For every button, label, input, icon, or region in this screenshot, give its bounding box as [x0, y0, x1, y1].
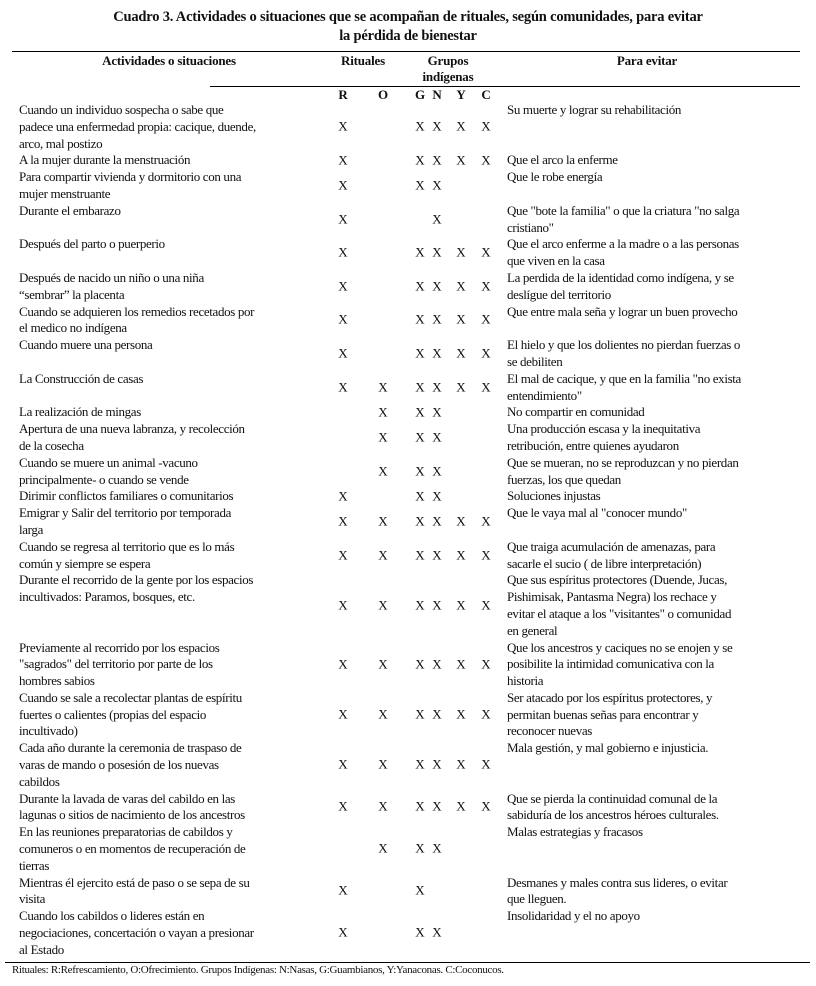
mark-C: X: [481, 244, 491, 260]
mark-N: X: [432, 211, 442, 227]
mark-N: X: [432, 757, 442, 773]
table-row: [0, 824, 816, 874]
mark-R: X: [338, 488, 348, 504]
mark-G: X: [415, 757, 425, 773]
mark-N: X: [432, 799, 442, 815]
mark-O: X: [378, 841, 388, 857]
table-row: [0, 371, 816, 405]
mark-C: X: [481, 345, 491, 361]
table-row: [0, 908, 816, 958]
mark-N: X: [432, 152, 442, 168]
mark-N: X: [432, 244, 442, 260]
avoid-cell: Su muerte y lograr su rehabilitación: [507, 102, 682, 117]
mark-N: X: [432, 177, 442, 193]
mark-C: X: [481, 547, 491, 563]
avoid-cell: Que se pierda la continuidad comunal de la sabiduría de los ancestros héroes culturales.: [507, 790, 719, 823]
table-row: [0, 236, 816, 270]
avoid-cell: Desmanes y males contra sus lideres, o evitar que lleguen.: [507, 874, 728, 907]
mark-N: X: [432, 925, 442, 941]
mark-G: X: [415, 597, 425, 613]
activity-cell: Mientras él ejercito está de paso o se sepa de su visita: [19, 874, 250, 907]
avoid-cell: Que el arco la enferme: [507, 152, 618, 168]
avoid-cell: Soluciones injustas: [507, 488, 601, 504]
avoid-cell: Que traiga acumulación de amenazas, para sacarle el sucio ( de libre interpretación): [507, 538, 716, 571]
mark-Y: X: [456, 118, 466, 134]
mark-C: X: [481, 311, 491, 327]
mark-O: X: [378, 404, 388, 420]
table-row: [0, 152, 816, 169]
mark-C: X: [481, 656, 491, 672]
mark-G: X: [415, 244, 425, 260]
avoid-cell: No compartir en comunidad: [507, 404, 645, 420]
mark-R: X: [338, 883, 348, 899]
mark-R: X: [338, 211, 348, 227]
avoid-cell: Una producción escasa y la inequitativa retribución, entre quienes ayudaron: [507, 421, 701, 453]
activity-cell: Cuando se adquieren los remedios recetados por el medico no indígena: [19, 303, 255, 336]
activity-cell: Después del parto o puerperio: [19, 236, 165, 252]
mark-G: X: [415, 799, 425, 815]
table-row: [0, 690, 816, 740]
mark-O: X: [378, 597, 388, 613]
mark-Y: X: [456, 278, 466, 294]
mark-N: X: [432, 547, 442, 563]
table-row: [0, 572, 816, 639]
table-footnote: Rituales: R:Refrescamiento, O:Ofrecimiento. Grupos Indígenas: N:Nasas, G:Guambianos, Y:Yanaconas. C:Coconucos.: [12, 964, 504, 976]
activity-cell: La realización de mingas: [19, 404, 141, 420]
mark-N: X: [432, 404, 442, 420]
mark-R: X: [338, 656, 348, 672]
mark-G: X: [415, 345, 425, 361]
mark-N: X: [432, 841, 442, 857]
mark-O: X: [378, 463, 388, 479]
avoid-cell: El mal de cacique, y que en la familia "no exista entendimiento": [507, 370, 741, 403]
mark-N: X: [432, 118, 442, 134]
mark-R: X: [338, 799, 348, 815]
mark-Y: X: [456, 379, 466, 395]
mark-Y: X: [456, 244, 466, 260]
mark-O: X: [378, 706, 388, 722]
avoid-cell: Ser atacado por los espíritus protectores, y permitan buenas señas para encontrar y reconocer nuevas: [507, 689, 713, 739]
table-row: [0, 404, 816, 421]
header-Y: Y: [456, 87, 466, 102]
mark-O: X: [378, 656, 388, 672]
activity-cell: En las reuniones preparatorias de cabildos y comuneros o en momentos de recuperación de tierras: [19, 824, 246, 873]
mark-Y: X: [456, 152, 466, 168]
activity-cell: Cuando se regresa al territorio que es lo más común y siempre se espera: [19, 538, 235, 571]
avoid-cell: Que le vaya mal al "conocer mundo": [507, 505, 687, 521]
mark-Y: X: [456, 757, 466, 773]
mark-R: X: [338, 597, 348, 613]
mark-R: X: [338, 547, 348, 563]
mark-G: X: [415, 883, 425, 899]
mark-R: X: [338, 118, 348, 134]
bottom-rule: [5, 962, 810, 963]
mark-G: X: [415, 513, 425, 529]
mark-Y: X: [456, 597, 466, 613]
mark-G: X: [415, 152, 425, 168]
mark-G: X: [415, 841, 425, 857]
activity-cell: Cada año durante la ceremonia de traspaso de varas de mando o posesión de los nuevas cabildos: [19, 740, 242, 789]
mark-G: X: [415, 118, 425, 134]
activity-cell: Previamente al recorrido por los espacios "sagrados" del territorio por parte de los hombres sabios: [19, 639, 220, 689]
mark-G: X: [415, 547, 425, 563]
avoid-cell: Malas estrategias y fracasos: [507, 824, 643, 840]
mark-Y: X: [456, 706, 466, 722]
mark-C: X: [481, 118, 491, 134]
mark-R: X: [338, 244, 348, 260]
mark-C: X: [481, 799, 491, 815]
mark-R: X: [338, 311, 348, 327]
activity-cell: La Construcción de casas: [19, 370, 144, 386]
avoid-cell: La perdida de la identidad como indígena, y se deslígue del territorio: [507, 269, 734, 302]
header-G: G: [415, 87, 425, 102]
mark-G: X: [415, 429, 425, 445]
table-row: [0, 875, 816, 909]
table-row: [0, 488, 816, 505]
mark-Y: X: [456, 547, 466, 563]
mark-R: X: [338, 513, 348, 529]
mark-C: X: [481, 513, 491, 529]
mark-G: X: [415, 311, 425, 327]
mark-Y: X: [456, 345, 466, 361]
mark-G: X: [415, 488, 425, 504]
header-avoid: Para evitar: [616, 53, 678, 68]
header-groups: Grupos indígenas: [422, 53, 474, 84]
mark-C: X: [481, 757, 491, 773]
mark-R: X: [338, 152, 348, 168]
activity-cell: Cuando un individuo sospecha o sabe que padece una enfermedad propia: cacique, duende, arco, mal postizo: [19, 102, 256, 151]
activity-cell: Cuando se sale a recolectar plantas de espíritu fuertes o calientes (propias del espacio incultivado): [19, 689, 242, 739]
mark-R: X: [338, 345, 348, 361]
avoid-cell: Que entre mala seña y lograr un buen provecho: [507, 303, 738, 319]
mark-N: X: [432, 597, 442, 613]
mark-G: X: [415, 278, 425, 294]
mark-N: X: [432, 706, 442, 722]
mark-N: X: [432, 278, 442, 294]
activity-cell: A la mujer durante la menstruación: [19, 152, 191, 168]
mark-O: X: [378, 757, 388, 773]
activity-cell: Durante la lavada de varas del cabildo en las lagunas o sitios de nacimiento de los ancestros: [19, 790, 245, 823]
table-row: [0, 640, 816, 690]
table-body: [0, 102, 816, 959]
mark-Y: X: [456, 311, 466, 327]
table-row: [0, 203, 816, 237]
activity-cell: Emigrar y Salir del territorio por temporada larga: [19, 505, 232, 537]
header-subrule: [210, 86, 800, 87]
mark-N: X: [432, 311, 442, 327]
table-row: [0, 791, 816, 825]
avoid-cell: Que sus espíritus protectores (Duende, Jucas, Pishimisak, Pantasma Negra) los rechace y evitar el ataque a los "visitantes" o comunidad en general: [507, 572, 732, 638]
header-O: O: [378, 87, 388, 102]
activity-cell: Cuando se muere un animal -vacuno principalmente- o cuando se vende: [19, 454, 198, 487]
mark-G: X: [415, 404, 425, 420]
header-N: N: [432, 87, 442, 102]
table-row: [0, 539, 816, 573]
mark-N: X: [432, 463, 442, 479]
header-rituals: Rituales: [341, 53, 385, 68]
avoid-cell: Que se mueran, no se reproduzcan y no pierdan fuerzas, los que quedan: [507, 454, 739, 487]
activity-cell: Después de nacido un niño o una niña “sembrar” la placenta: [19, 269, 204, 302]
mark-G: X: [415, 379, 425, 395]
mark-C: X: [481, 152, 491, 168]
mark-R: X: [338, 177, 348, 193]
mark-N: X: [432, 513, 442, 529]
mark-O: X: [378, 513, 388, 529]
mark-N: X: [432, 488, 442, 504]
table-row: [0, 102, 816, 152]
header-R: R: [338, 87, 348, 102]
mark-O: X: [378, 799, 388, 815]
mark-G: X: [415, 706, 425, 722]
header-activities: Actividades o situaciones: [102, 53, 236, 68]
mark-C: X: [481, 278, 491, 294]
mark-Y: X: [456, 513, 466, 529]
activity-cell: Durante el embarazo: [19, 202, 121, 218]
activity-cell: Cuando muere una persona: [19, 337, 153, 353]
mark-R: X: [338, 925, 348, 941]
mark-N: X: [432, 345, 442, 361]
activity-cell: Cuando los cabildos o lideres están en negociaciones, concertación o vayan a presionar al Estado: [19, 908, 254, 957]
avoid-cell: Que el arco enferme a la madre o a las personas que viven en la casa: [507, 236, 739, 269]
table-row: [0, 169, 816, 203]
mark-O: X: [378, 547, 388, 563]
mark-R: X: [338, 379, 348, 395]
mark-G: X: [415, 925, 425, 941]
mark-R: X: [338, 278, 348, 294]
table-row: [0, 421, 816, 455]
avoid-cell: Mala gestión, y mal gobierno e injusticia.: [507, 740, 709, 756]
mark-N: X: [432, 656, 442, 672]
avoid-cell: Que "bote la familia" o que la criatura "no salga cristiano": [507, 202, 740, 235]
mark-G: X: [415, 463, 425, 479]
table-row: [0, 337, 816, 371]
table-row: [0, 505, 816, 539]
activity-cell: Dirimir conflictos familiares o comunitarios: [19, 488, 234, 504]
mark-G: X: [415, 656, 425, 672]
mark-C: X: [481, 379, 491, 395]
table-row: [0, 304, 816, 338]
table-row: [0, 740, 816, 790]
activity-cell: Para compartir vivienda y dormitorio con una mujer menstruante: [19, 169, 242, 201]
top-rule: [12, 51, 800, 52]
activity-cell: Durante el recorrido de la gente por los espacios incultivados: Paramos, bosques, etc.: [19, 572, 254, 605]
mark-R: X: [338, 757, 348, 773]
mark-N: X: [432, 429, 442, 445]
avoid-cell: El hielo y que los dolientes no pierdan fuerzas o se debiliten: [507, 337, 741, 369]
table-title: Cuadro 3. Actividades o situaciones que se acompañan de rituales, según comunidades, para evitar la pérdida de bienestar: [113, 9, 703, 44]
mark-Y: X: [456, 799, 466, 815]
avoid-cell: Que le robe energía: [507, 169, 603, 185]
mark-C: X: [481, 597, 491, 613]
mark-G: X: [415, 177, 425, 193]
mark-C: X: [481, 706, 491, 722]
activity-cell: Apertura de una nueva labranza, y recolección de la cosecha: [19, 421, 245, 453]
mark-O: X: [378, 379, 388, 395]
mark-O: X: [378, 429, 388, 445]
mark-N: X: [432, 379, 442, 395]
table-row: [0, 455, 816, 489]
table-row: [0, 270, 816, 304]
header-C: C: [481, 87, 491, 102]
mark-Y: X: [456, 656, 466, 672]
mark-R: X: [338, 706, 348, 722]
avoid-cell: Insolidaridad y el no apoyo: [507, 908, 640, 924]
avoid-cell: Que los ancestros y caciques no se enojen y se posibilite la intimidad comunicativa con la historia: [507, 639, 733, 689]
